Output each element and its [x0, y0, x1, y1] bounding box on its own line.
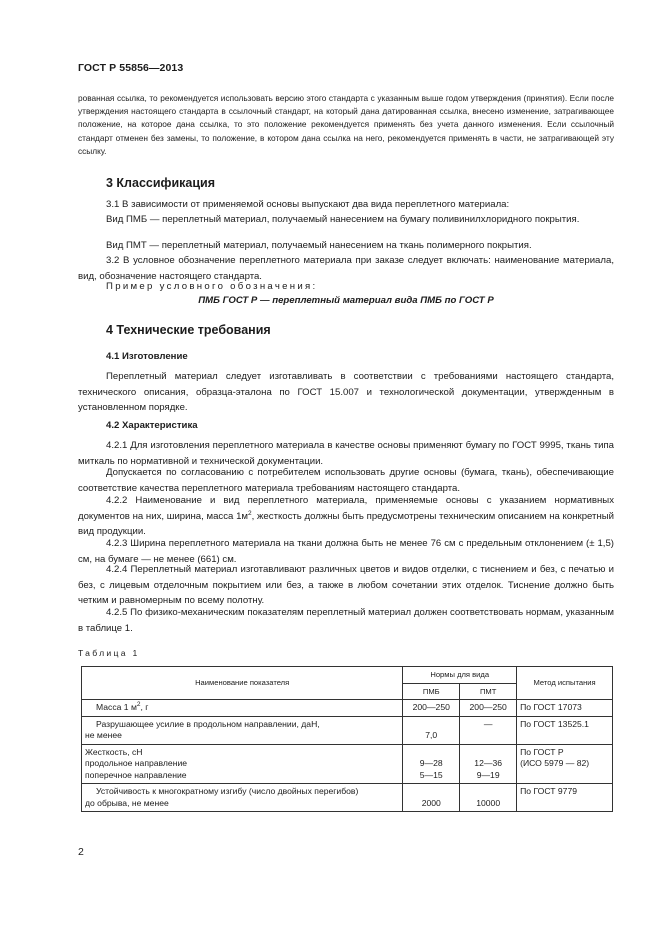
row-flex-name [82, 784, 403, 812]
section-4-heading: 4 Технические требования [106, 323, 271, 337]
row-flex-line1: Устойчивость к многократному изгибу (число двойных перегибов) [96, 786, 359, 796]
table-header-row [82, 667, 613, 684]
header-pmt: ПМТ [460, 683, 517, 700]
subsection-4-2-heading: 4.2 Характеристика [106, 420, 198, 431]
para-3-1-pmt: Вид ПМТ — переплетный материал, получаемый нанесением на ткань полимерного покрытия. [106, 240, 532, 251]
subsection-4-1-heading: 4.1 Изготовление [106, 351, 188, 362]
row-flex-pmb: 2000 [403, 784, 460, 812]
page-number: 2 [78, 846, 84, 858]
para-4-2-2 [78, 493, 614, 540]
para-4-2-2-text-b: , жесткость должны быть предусмотрены техническим описанием на конкретный вид продукции. [78, 510, 614, 537]
header-norms: Нормы для вида [403, 667, 517, 684]
table-row [82, 784, 613, 812]
table-row [82, 744, 613, 784]
example-label: Пример условного обозначения: [106, 281, 318, 292]
para-3-2: 3.2 В условное обозначение переплетного материала при заказе следует включать: наименование материала, вид, обозначение настоящего стандарта. [78, 255, 614, 282]
header-property-name: Наименование показателя [82, 667, 403, 700]
row-stiffness-line3: поперечное направление [85, 769, 187, 780]
row-mass-pmt: 200—250 [460, 700, 517, 717]
row-stiffness-method-1: По ГОСТ Р [520, 746, 564, 757]
row-mass-name-text: Масса 1 м [96, 702, 137, 712]
para-4-2-3: 4.2.3 Ширина переплетного материала на ткани должна быть не менее 76 см с предельным отклонением (± 1,5) см, на бумаге — не менее (661) см. [78, 538, 614, 565]
para-4-2-1-alt: Допускается по согласованию с потребителем использовать другие основы (бумага, ткань), обеспечивающие соответствие качества переплетного материала требованиям настоящего стандарта. [78, 467, 614, 494]
para-4-1: Переплетный материал следует изготавливать в соответствии с требованиями настоящего стандарта, технического описания, образца-эталона по ГОСТ 15.007 и технологической документации, утвержденным в установленном порядке. [78, 371, 614, 413]
header-test-method: Метод испытания [517, 667, 613, 700]
row-breaking-method: По ГОСТ 13525.1 [517, 716, 613, 744]
reference-note: рованная ссылка, то рекомендуется использовать версию этого стандарта с указанным выше годом утверждения (принятия). Если после утверждения настоящего стандарта в ссылочный стандарт, на который дана датированная ссылка, внесено изменение, затрагивающее положение, на которое дана ссылка, то это положение рекомендуется применять без учета данного изменения. Если ссылочный стандарт отменен без замены, то положение, в котором дана ссылка на него, рекомендуется применять в части, не затрагивающей эту ссылку. [78, 93, 614, 156]
row-stiffness-line2: продольное направление [85, 758, 188, 768]
row-mass-pmb: 200—250 [403, 700, 460, 717]
row-flex-method: По ГОСТ 9779 [517, 784, 613, 812]
row-stiffness-name [82, 744, 403, 784]
para-3-1-pmb: Вид ПМБ — переплетный материал, получаемый нанесением на бумагу поливинилхлоридного покрытия. [106, 214, 580, 225]
row-stiffness-line1: Жесткость, сН [85, 746, 143, 757]
section-3-heading: 3 Классификация [106, 176, 216, 190]
para-4-2-4: 4.2.4 Переплетный материал изготавливают различных цветов и видов отделки, с тиснением и без, с печатью и без, с лицевым отделочным покрытием или без, а также в любом сочетании этих отделок. Тиснение должно быть четким и равномерным по всему полотну. [78, 564, 614, 606]
row-breaking-pmt: — [460, 716, 517, 744]
row-breaking-line1: Разрушающее усилие в продольном направлении, даН, [96, 718, 320, 729]
row-flex-pmt: 10000 [460, 784, 517, 812]
para-4-2-2-text-a: 4.2.2 Наименование и вид переплетного материала, применяемые основы с указанием нормативных документов на них, ширина, масса 1м [78, 495, 614, 522]
row-stiffness-pmb-cross: 5—15 [419, 769, 443, 780]
row-breaking-line2: не менее [85, 730, 122, 740]
para-4-2-2-superscript: 2 [248, 509, 252, 517]
row-stiffness-pmt-long: 12—36 [474, 758, 503, 768]
row-stiffness-method [517, 744, 613, 784]
row-stiffness-method-2: (ИСО 5979 — 82) [520, 758, 590, 768]
example-designation: ПМБ ГОСТ Р — переплетный материал вида ПМБ по ГОСТ Р [198, 295, 494, 306]
para-4-2-5: 4.2.5 По физико-механическим показателям переплетный материал должен соответствовать нормам, указанным в таблице 1. [78, 607, 614, 634]
table-row [82, 700, 613, 717]
row-breaking-pmb: 7,0 [403, 716, 460, 744]
table-caption: Таблица 1 [78, 648, 140, 658]
row-mass-name [82, 700, 403, 717]
properties-table [81, 666, 613, 812]
row-mass-superscript: 2 [136, 701, 141, 709]
row-stiffness-pmt-cross: 9—19 [476, 769, 500, 780]
row-flex-line2: до обрыва, не менее [85, 797, 169, 808]
table-row [82, 716, 613, 744]
row-mass-unit: , г [140, 702, 149, 712]
para-3-1: 3.1 В зависимости от применяемой основы выпускают два вида переплетного материала: [106, 199, 510, 210]
para-4-2-1: 4.2.1 Для изготовления переплетного материала в качестве основы применяют бумагу по ГОСТ 9995, ткань типа миткаль по нормативной и технической документации. [78, 440, 614, 467]
document-header: ГОСТ Р 55856—2013 [78, 62, 184, 74]
header-pmb: ПМБ [403, 683, 460, 700]
row-stiffness-pmb-long: 9—28 [419, 758, 443, 768]
row-stiffness-pmt [460, 744, 517, 784]
row-mass-method: По ГОСТ 17073 [517, 700, 613, 717]
row-stiffness-pmb [403, 744, 460, 784]
row-breaking-name [82, 716, 403, 744]
